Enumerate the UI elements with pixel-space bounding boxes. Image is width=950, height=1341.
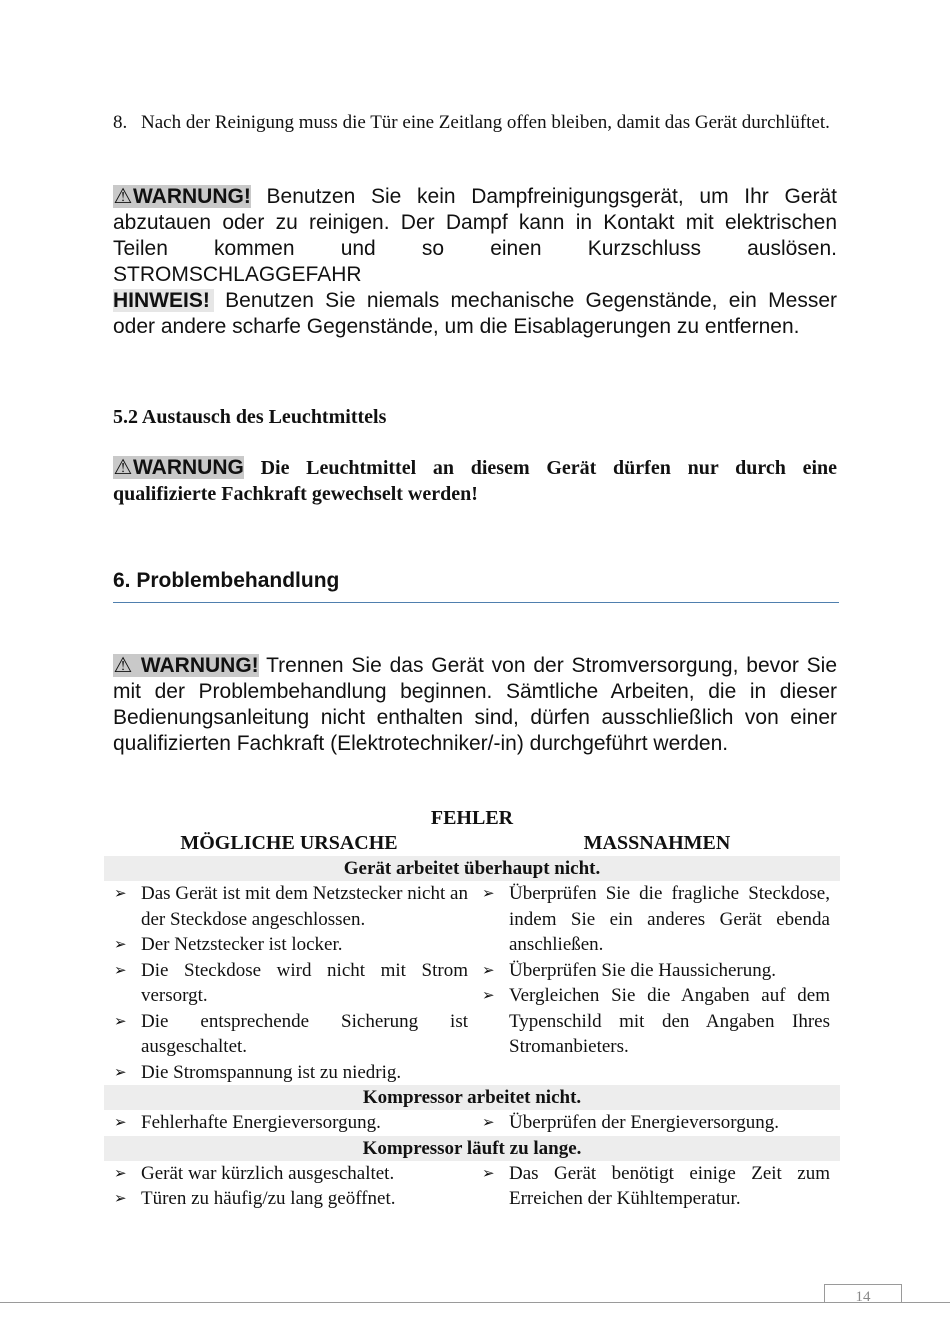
warning-label: [113, 654, 259, 677]
cause-list: [104, 1110, 472, 1136]
table-group-title: Kompressor arbeitet nicht.: [104, 1085, 840, 1110]
warning-label-text: WARNUNG!: [133, 654, 259, 677]
table-header-row: [104, 831, 840, 856]
arrow-bullet-icon: ➢: [482, 986, 495, 1004]
arrow-bullet-icon: ➢: [114, 960, 127, 979]
table-row: [104, 1110, 840, 1136]
arrow-bullet-icon: ➢: [114, 1189, 127, 1207]
arrow-bullet-icon: ➢: [114, 884, 127, 902]
list-item-text: Die Stromspannung ist zu niedrig.: [141, 1061, 402, 1083]
list-item: [104, 1186, 468, 1212]
measure-list: [472, 881, 840, 1085]
list-item-text: Türen zu häufig/zu lang geöffnet.: [141, 1188, 396, 1209]
list-item: [104, 1110, 468, 1136]
warning-triangle-icon: ⚠: [113, 654, 133, 677]
warning-label-text: WARNUNG: [133, 456, 244, 479]
warning-triangle-icon: ⚠: [113, 185, 133, 208]
table-header-cause: MÖGLICHE URSACHE: [180, 832, 398, 854]
list-item-text: Überprüfen Sie die Haussicherung.: [509, 959, 776, 981]
bulb-warning-paragraph: [113, 455, 837, 507]
arrow-bullet-icon: ➢: [114, 1113, 127, 1131]
page-number: 14: [824, 1284, 902, 1303]
list-item-text: Überprüfen der Energieversorgung.: [509, 1112, 779, 1133]
table-header-fault: FEHLER: [430, 807, 514, 829]
table-group-title: Gerät arbeitet überhaupt nicht.: [104, 856, 840, 881]
arrow-bullet-icon: ➢: [482, 1113, 495, 1131]
steam-warning-paragraph: [113, 184, 837, 288]
cause-list: [104, 881, 472, 1085]
list-item-text: Gerät war kürzlich ausgeschaltet.: [141, 1162, 395, 1184]
arrow-bullet-icon: ➢: [114, 935, 127, 953]
list-item: [104, 932, 468, 958]
hint-paragraph: [113, 288, 837, 340]
troubleshooting-table: [104, 806, 840, 1212]
list-item: [472, 983, 830, 1060]
list-item-text: Die entsprechende Sicherung ist ausgeschaltet.: [141, 1010, 468, 1057]
cause-list: [104, 1161, 472, 1212]
table-groups: [104, 856, 840, 1212]
list-item: [472, 1161, 830, 1212]
list-item-text: Das Gerät ist mit dem Netzstecker nicht an der Steckdose angeschlossen.: [141, 883, 468, 930]
list-item-text: Der Netzstecker ist locker.: [141, 934, 343, 955]
list-item-text: Die Steckdose wird nicht mit Strom versorgt.: [141, 959, 468, 1006]
hint-text: Benutzen Sie niemals mechanische Gegenstände, ein Messer oder andere scharfe Gegenstände, um die Eisablagerungen zu entfernen.: [113, 289, 837, 338]
step-text: Nach der Reinigung muss die Tür eine Zeitlang offen bleiben, damit das Gerät durchlüftet.: [141, 112, 830, 133]
arrow-bullet-icon: ➢: [114, 1011, 127, 1030]
measure-list: [472, 1110, 840, 1136]
warning-label: [113, 456, 244, 479]
list-item-text: Überprüfen Sie die fragliche Steckdose, indem Sie ein anderes Gerät ebenda anschließen.: [509, 883, 830, 955]
arrow-bullet-icon: ➢: [482, 960, 495, 979]
warning-triangle-icon: ⚠: [113, 456, 133, 479]
list-item: [104, 881, 468, 932]
warning-text: Benutzen Sie kein Dampfreinigungsgerät, um Ihr Gerät abzutauen oder zu reinigen. Der Dampf kann in Kontakt mit elektrischen Teilen kommen und so einen Kurzschluss auslösen. STROMSCHLAGGEFAHR: [113, 185, 837, 286]
list-item: [104, 1009, 468, 1060]
footer-rule: [0, 1302, 950, 1303]
list-item: [472, 881, 830, 958]
warning-label: [113, 185, 251, 208]
warning-label-text: WARNUNG!: [133, 185, 251, 208]
list-item: [472, 958, 830, 984]
warning-text: Trennen Sie das Gerät von der Stromversorgung, bevor Sie mit der Problembehandlung beginnen. Sämtliche Arbeiten, die in dieser Bedienungsanleitung nicht enthalten sind, dürfen ausschließlich von einer qualifizierten Fachkraft (Elektrotechniker/-in) durchgeführt werden.: [113, 654, 838, 755]
table-row: [104, 881, 840, 1085]
measure-list: [472, 1161, 840, 1212]
list-item-text: Vergleichen Sie die Angaben auf dem Typenschild mit den Angaben Ihres Stromanbieters.: [509, 985, 830, 1057]
list-item-text: Fehlerhafte Energieversorgung.: [141, 1112, 381, 1133]
list-item-text: Das Gerät benötigt einige Zeit zum Erreichen der Kühltemperatur.: [509, 1162, 830, 1209]
list-item: [104, 958, 468, 1009]
list-item: [472, 1110, 830, 1136]
table-group-title: Kompressor läuft zu lange.: [104, 1136, 840, 1161]
warning-text: Die Leuchtmittel an diesem Gerät dürfen nur durch eine qualifizierte Fachkraft gewechselt werden!: [113, 457, 837, 505]
arrow-bullet-icon: ➢: [482, 884, 495, 902]
section-5-2-title: 5.2 Austausch des Leuchtmittels: [113, 406, 387, 428]
list-item: [104, 1161, 468, 1187]
list-item: [104, 1060, 468, 1086]
arrow-bullet-icon: ➢: [114, 1062, 127, 1081]
table-header-measures: MASSNAHMEN: [583, 832, 731, 854]
hint-label: HINWEIS!: [113, 289, 214, 312]
step-8: [113, 110, 837, 136]
arrow-bullet-icon: ➢: [482, 1163, 495, 1182]
section-6-title: 6. Problembehandlung: [113, 569, 340, 592]
table-row: [104, 1161, 840, 1212]
step-number: 8.: [113, 112, 128, 133]
arrow-bullet-icon: ➢: [114, 1163, 127, 1182]
troubleshooting-warning-paragraph: [113, 653, 837, 757]
section-divider: [113, 602, 839, 603]
